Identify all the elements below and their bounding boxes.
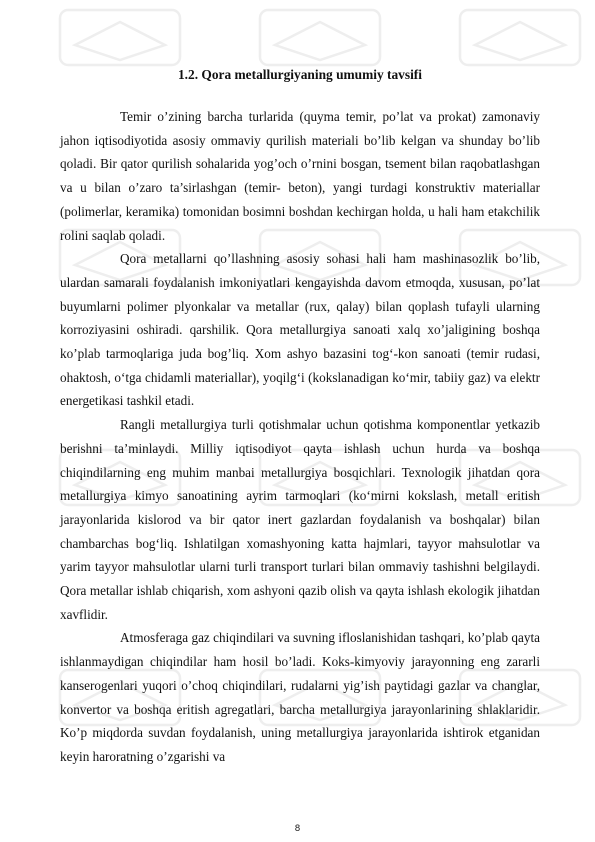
paragraph-4: Atmosferaga gaz chiqindilari va suvning ifloslanishidan tashqari, ko’plab qayta ishlanmaydigan chiqindilar ham hosil bo’ladi. Koks-kimyoviy jarayonning eng zararli kanserogenlari yuqori o’choq chiqindilari, rudalarni yig’ish paytidagi gazlar va changlar, konvertor va boshqa eritish agregatlari, barcha metallurgiya jarayonlarining shlaklaridir. Ko’p miqdorda suvdan foydalanish, uning metallurgiya jarayonlarida ishtirok etganidan keyin haroratning o’zgarishi va bbox=[60, 630, 540, 764]
paragraph-3: Rangli metallurgiya turli qotishmalar uchun qotishma komponentlar yetkazib berishni ta’minlaydi. Milliy iqtisodiyot qayta ishlash uchun hurda va boshqa chiqindilarning eng muhim manbai metallurgiya bosqichlari. Texnologik jihatdan qora metallurgiya kimyo sanoatining ayrim tarmoqlari (ko‘mirni kokslash, metall eritish jarayonlarida kislorod va bir qator inert gazlardan foydalanish va boshqalar) bilan chambarchas bog‘liq. Ishlatilgan xomashyoning katta hajmlari, tayyor mahsulotlar va yarim tayyor mahsulotlar ularni turli transport turlari bilan ommaviy tashishni belgilaydi. Qora metallar ishlab chiqarish, xom ashyoni qazib olish va qayta ishlash ekologik jihatdan xavflidir. bbox=[60, 417, 540, 622]
document-body bbox=[60, 105, 540, 769]
paragraph-1: Temir o’zining barcha turlarida (quyma temir, po’lat va prokat) zamonaviy jahon iqtisodiyotida asosiy ommaviy qurilish materiali bo’lib kelgan va shunday bo’lib qoladi. Bir qator qurilish sohalarida yog’och o’rnini bosgan, tsement bilan raqobatlashgan va u bilan o’zaro ta’sirlashgan (temir- beton), yangi turdagi konstruktiv materiallar (polimerlar, keramika) tomonidan bosimni boshdan kechirgan holda, u hali ham etakchilik rolini saqlab qoladi. bbox=[60, 109, 540, 243]
page-number: 8 bbox=[294, 824, 301, 834]
paragraph-2: Qora metallarni qo’llashning asosiy sohasi hali ham mashinasozlik bo’lib, ulardan samarali foydalanish imkoniyatlari kengayishda davom etmoqda, xususan, po’lat buyumlarni polimer plyonkalar va metallar (rux, qalay) bilan qoplash tufayli ularning korroziyasini oshiradi. qarshilik. Qora metallurgiya sanoati xalq xo’jaligining boshqa ko’plab tarmoqlariga juda bog’liq. Xom ashyo bazasini tog‘-kon sanoati (temir rudasi, ohaktosh, o‘tga chidamli materiallar), yoqilg‘i (kokslanadigan ko‘mir, tabiiy gaz) va elektr energetikasi tashkil etadi. bbox=[60, 251, 540, 409]
section-title: 1.2. Qora metallurgiyaning umumiy tavsifi bbox=[177, 67, 422, 82]
